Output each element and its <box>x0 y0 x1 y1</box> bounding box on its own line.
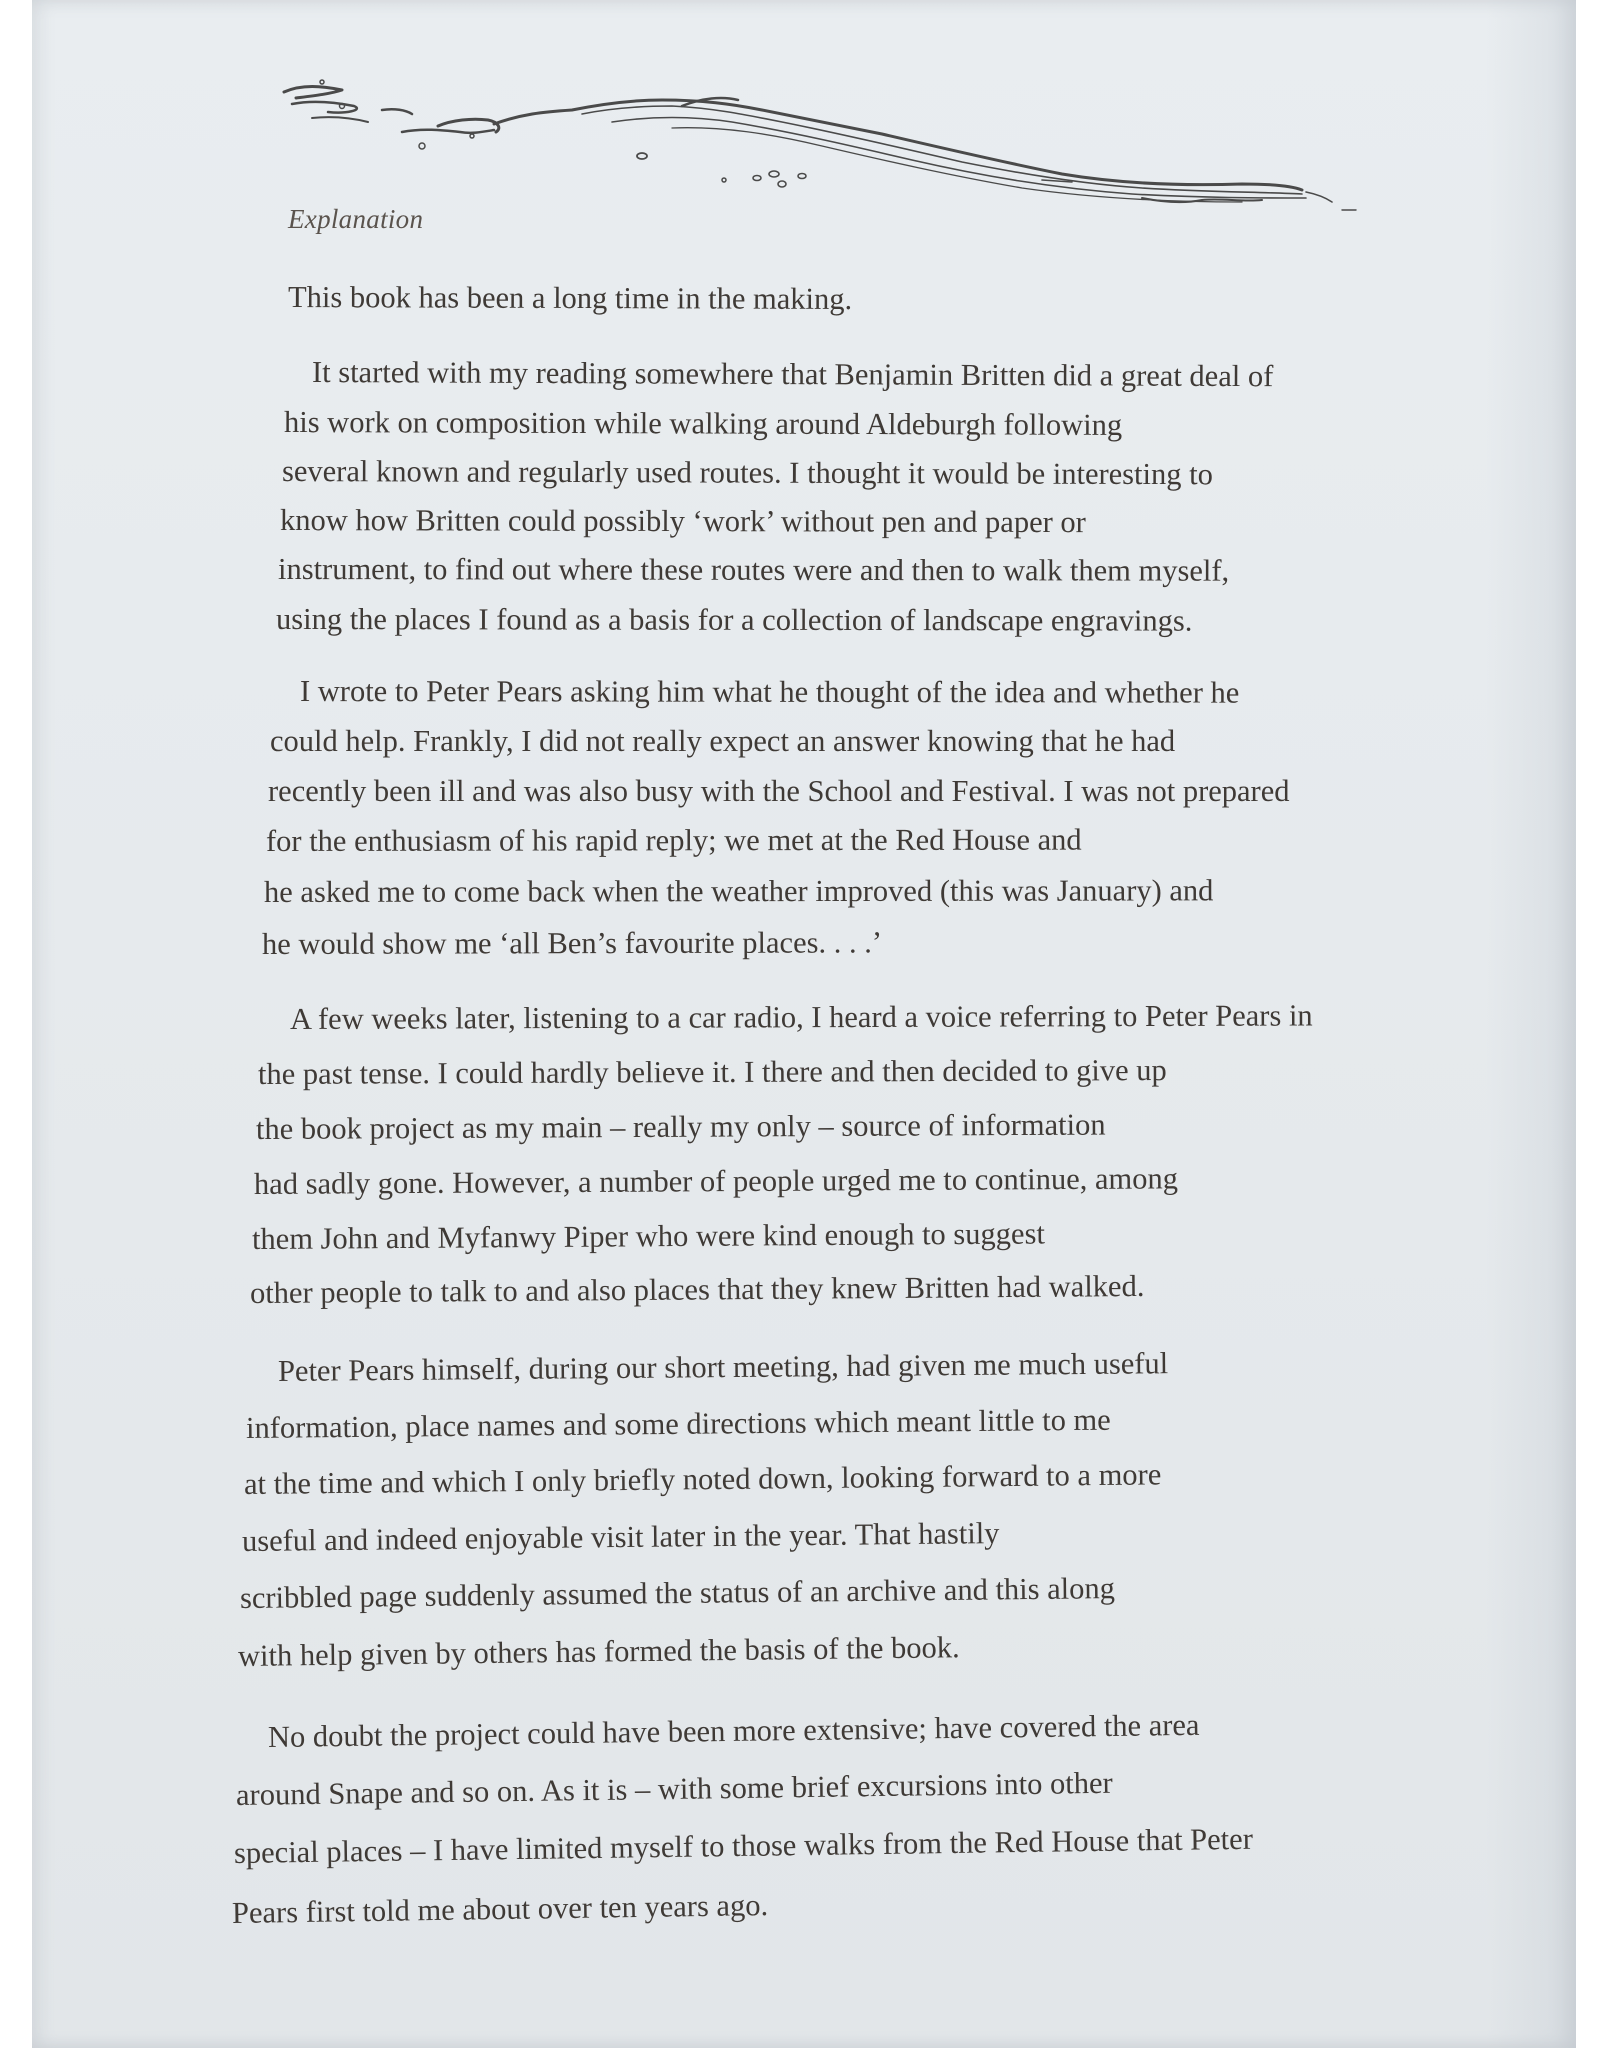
text-line: around Snape and so on. As it is – with some brief excursions into other <box>235 1765 1113 1812</box>
text-line: know how Britten could possibly ‘work’ without pen and paper or <box>279 503 1086 540</box>
text-line: them John and Myfanwy Piper who were kind enough to suggest <box>251 1216 1045 1256</box>
text-line: had sadly gone. However, a number of people urged me to continue, among <box>253 1161 1179 1201</box>
text-line: I wrote to Peter Pears asking him what he thought of the idea and whether he <box>299 674 1240 710</box>
text-line: This book has been a long time in the making. <box>287 280 853 316</box>
text-line: the past tense. I could hardly believe it. I there and then decided to give up <box>257 1053 1167 1091</box>
text-line: his work on composition while walking around Aldeburgh following <box>283 405 1123 442</box>
text-line: with help given by others has formed the basis of the book. <box>237 1630 960 1673</box>
text-line: other people to talk to and also places that they knew Britten had walked. <box>249 1268 1145 1310</box>
text-line: he asked me to come back when the weather improved (this was January) and <box>263 873 1214 909</box>
text-line: Pears first told me about over ten years ago. <box>231 1888 769 1930</box>
text-line: the book project as my main – really my only – source of information <box>255 1107 1106 1146</box>
section-heading: Explanation <box>288 204 424 234</box>
text-line: No doubt the project could have been more extensive; have covered the area <box>267 1707 1200 1754</box>
text-line: Peter Pears himself, during our short meeting, had given me much useful <box>277 1346 1169 1388</box>
text-line: he would show me ‘all Ben’s favourite places. . . .’ <box>261 925 883 961</box>
text-line: could help. Frankly, I did not really expect an answer knowing that he had <box>270 724 1176 758</box>
text-line: scribbled page suddenly assumed the status of an archive and this along <box>239 1571 1116 1615</box>
text-line: for the enthusiasm of his rapid reply; we met at the Red House and <box>265 822 1082 858</box>
text-line: useful and indeed enjoyable visit later in the year. That hastily <box>241 1516 1000 1558</box>
text-line: A few weeks later, listening to a car radio, I heard a voice referring to Peter Pears in <box>289 998 1313 1036</box>
text-line: using the places I found as a basis for a collection of landscape engravings. <box>275 602 1193 638</box>
text-line: recently been ill and was also busy with the School and Festival. I was not prepared <box>268 774 1290 808</box>
text-line: several known and regularly used routes. I thought it would be interesting to <box>281 454 1213 492</box>
text-line: information, place names and some directions which meant little to me <box>245 1402 1111 1445</box>
text-line: instrument, to find out where these routes were and then to walk them myself, <box>277 552 1230 588</box>
page-text <box>32 0 1576 2048</box>
text-line: It started with my reading somewhere that Benjamin Britten did a great deal of <box>311 355 1274 394</box>
book-page <box>32 0 1576 2048</box>
text-line: special places – I have limited myself to those walks from the Red House that Peter <box>233 1821 1254 1870</box>
text-line: at the time and which I only briefly noted down, looking forward to a more <box>243 1457 1162 1501</box>
